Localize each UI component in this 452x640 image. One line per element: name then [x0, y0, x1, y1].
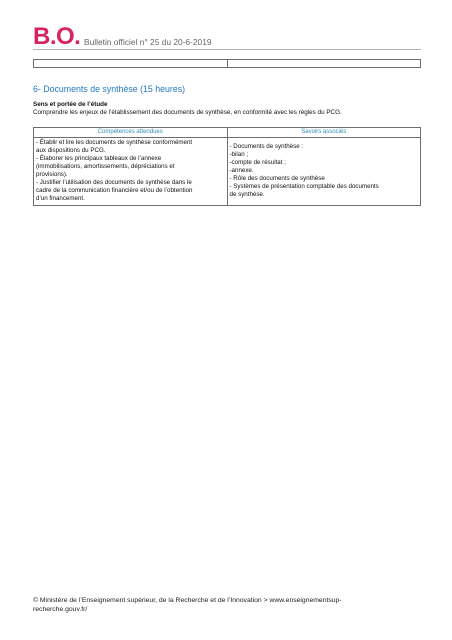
competence-line: aux dispositions du PCG. — [36, 147, 106, 154]
competence-line: cadre de la communication financière et/ou de l’obtention — [36, 187, 193, 194]
page-footer — [33, 596, 423, 614]
competences-cell — [34, 138, 228, 206]
savoir-line: -bilan ; — [229, 151, 249, 158]
footer-copyright: © Ministère de l’Enseignement supérieur, de la Recherche et de l’Innovation > www.enseignementsup- — [33, 597, 342, 604]
bulletin-reference: Bulletin officiel n° 25 du 20-6-2019 — [84, 37, 212, 47]
competences-table — [33, 127, 421, 206]
savoir-line: -compte de résultat ; — [229, 159, 286, 166]
empty-cell-left — [34, 60, 228, 68]
section-title: 6- Documents de synthèse (15 heures) — [33, 84, 186, 94]
empty-cell-right — [227, 60, 421, 68]
savoir-line: -annexe. — [229, 167, 254, 174]
competence-line: d’un financement. — [36, 195, 85, 202]
savoirs-cell — [227, 138, 421, 206]
competence-line: - Élaborer les principaux tableaux de l’annexe — [36, 155, 162, 162]
column-header-competences: Compétences attendues — [34, 128, 228, 138]
header-divider — [33, 49, 421, 50]
footer-url: recherche.gouv.fr/ — [33, 606, 88, 613]
savoir-line: de synthèse. — [229, 191, 265, 198]
column-header-savoirs: Savoirs associés — [227, 128, 421, 138]
page-header — [33, 23, 421, 50]
competence-line: provisions). — [36, 171, 68, 178]
savoir-line: - Documents de synthèse : — [229, 143, 304, 150]
previous-table-fragment — [33, 59, 421, 68]
bo-logo: B.O. — [33, 23, 81, 50]
section-subheading: Sens et portée de l’étude — [33, 101, 108, 108]
section-intro: Comprendre les enjeux de l’établissement des documents de synthèse, en conformité avec les règles du PCG. — [33, 109, 342, 116]
competence-line: - Justifier l’utilisation des documents de synthèse dans le — [36, 179, 192, 186]
savoir-line: - Rôle des documents de synthèse — [229, 175, 325, 182]
competence-line: (immobilisations, amortissements, dépréciations et — [36, 163, 175, 170]
competence-line: - Établir et lire les documents de synthèse conformément — [36, 139, 193, 146]
savoir-line: - Systèmes de présentation comptable des documents — [229, 183, 379, 190]
